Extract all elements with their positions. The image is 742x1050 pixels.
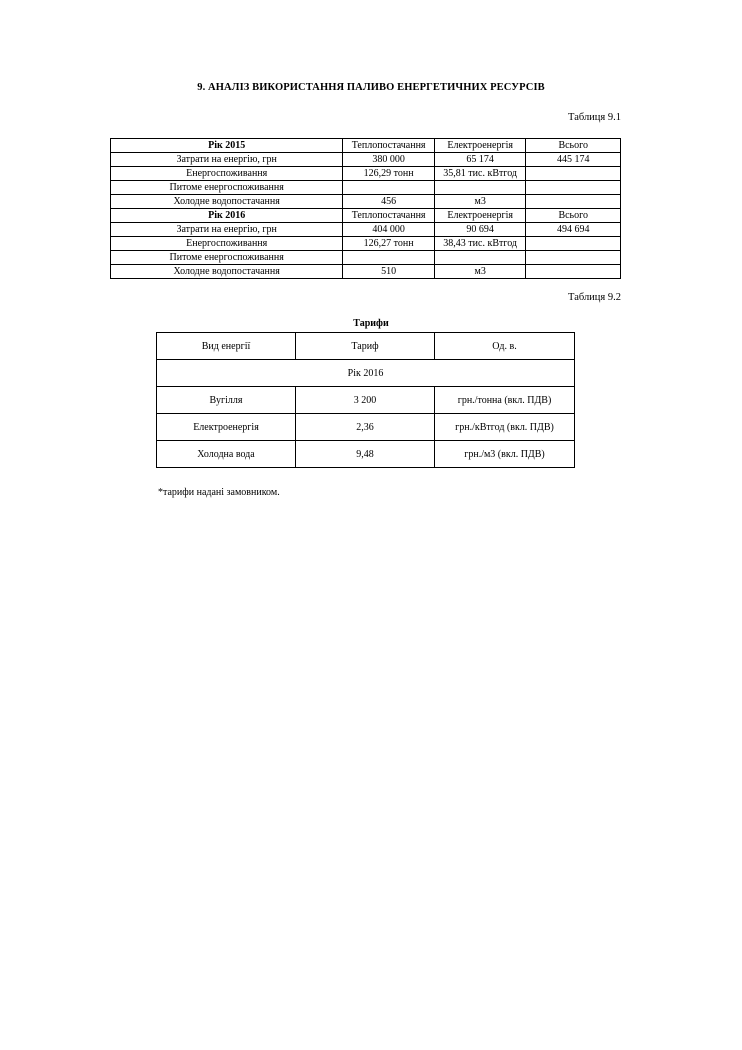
row-label: Питоме енергоспоживання	[111, 181, 343, 195]
year-section-label: Рік 2016	[157, 360, 575, 387]
table-caption-9-2: Таблиця 9.2	[568, 292, 621, 303]
energy-usage-table	[110, 138, 621, 279]
tariff-value: 3 200	[296, 387, 435, 414]
column-header: Всього	[526, 209, 621, 223]
table-row	[111, 251, 621, 265]
table-cell: 510	[343, 265, 435, 279]
year-label: Рік 2015	[111, 139, 343, 153]
table-cell: 126,27 тонн	[343, 237, 435, 251]
year-header-row	[111, 139, 621, 153]
table-cell	[526, 265, 621, 279]
row-label: Холодне водопостачання	[111, 265, 343, 279]
energy-type: Електроенергія	[157, 414, 296, 441]
tariff-unit: грн./тонна (вкл. ПДВ)	[435, 387, 575, 414]
table-cell: м3	[434, 195, 526, 209]
table-row	[157, 414, 575, 441]
column-header: Тариф	[296, 333, 435, 360]
table-cell	[526, 251, 621, 265]
table-row	[111, 223, 621, 237]
table-cell: 380 000	[343, 153, 435, 167]
row-label: Енергоспоживання	[111, 167, 343, 181]
column-header: Теплопостачання	[343, 139, 435, 153]
table-cell	[526, 167, 621, 181]
table-cell	[343, 181, 435, 195]
table-row	[111, 167, 621, 181]
row-label: Питоме енергоспоживання	[111, 251, 343, 265]
table-row	[111, 181, 621, 195]
table-cell	[526, 195, 621, 209]
tariff-value: 9,48	[296, 441, 435, 468]
tariff-unit: грн./кВтгод (вкл. ПДВ)	[435, 414, 575, 441]
column-header: Електроенергія	[434, 209, 526, 223]
column-header: Вид енергії	[157, 333, 296, 360]
tariff-value: 2,36	[296, 414, 435, 441]
table-cell	[343, 251, 435, 265]
footnote: *тарифи надані замовником.	[158, 487, 280, 498]
table-row	[111, 237, 621, 251]
table-cell	[434, 251, 526, 265]
year-header-row	[111, 209, 621, 223]
table-cell: м3	[434, 265, 526, 279]
row-label: Холодне водопостачання	[111, 195, 343, 209]
table-cell: 126,29 тонн	[343, 167, 435, 181]
row-label: Затрати на енергію, грн	[111, 153, 343, 167]
column-header: Всього	[526, 139, 621, 153]
tariffs-table	[156, 332, 575, 468]
table-cell: 90 694	[434, 223, 526, 237]
table-row	[157, 441, 575, 468]
table-cell: 65 174	[434, 153, 526, 167]
column-header: Теплопостачання	[343, 209, 435, 223]
column-header: Електроенергія	[434, 139, 526, 153]
table-cell	[526, 237, 621, 251]
tariff-unit: грн./м3 (вкл. ПДВ)	[435, 441, 575, 468]
table-cell: 38,43 тис. кВтгод	[434, 237, 526, 251]
table-cell: 404 000	[343, 223, 435, 237]
table-caption-9-1: Таблиця 9.1	[568, 112, 621, 123]
table-row	[157, 387, 575, 414]
tariffs-table-title: Тарифи	[353, 318, 389, 329]
table-cell: 445 174	[526, 153, 621, 167]
section-title: 9. АНАЛІЗ ВИКОРИСТАННЯ ПАЛИВО ЕНЕРГЕТИЧНИХ РЕСУРСІВ	[197, 82, 545, 93]
table-row	[111, 195, 621, 209]
table-row	[111, 265, 621, 279]
year-label: Рік 2016	[111, 209, 343, 223]
section-row	[157, 360, 575, 387]
table-cell	[434, 181, 526, 195]
table-cell: 494 694	[526, 223, 621, 237]
row-label: Енергоспоживання	[111, 237, 343, 251]
column-header: Од. в.	[435, 333, 575, 360]
table-cell: 456	[343, 195, 435, 209]
energy-type: Вугілля	[157, 387, 296, 414]
energy-type: Холодна вода	[157, 441, 296, 468]
table-row	[111, 153, 621, 167]
row-label: Затрати на енергію, грн	[111, 223, 343, 237]
table-cell: 35,81 тис. кВтгод	[434, 167, 526, 181]
table-cell	[526, 181, 621, 195]
table-header-row	[157, 333, 575, 360]
